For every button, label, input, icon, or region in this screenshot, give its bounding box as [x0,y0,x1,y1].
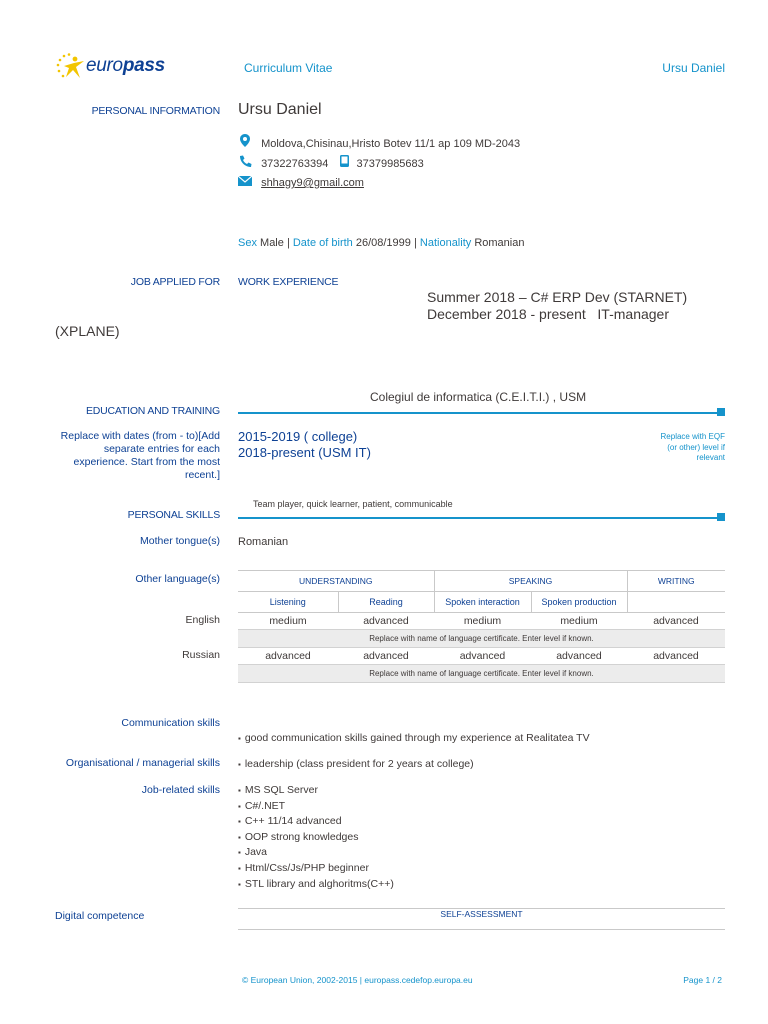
header-writing: WRITING [627,571,725,592]
work-entry-2-company: (XPLANE) [55,323,120,339]
communication-skills-list [238,731,590,747]
work-entry-2: December 2018 - present IT-manager [427,306,670,322]
list-item: ▪ Java [238,845,394,861]
digital-competence-label: Digital competence [55,910,145,922]
other-languages-label: Other language(s) [135,573,220,585]
email-row [238,176,364,189]
education-entry-1: 2015-2019 ( college) [238,429,358,444]
mobile-number[interactable]: 37379985683 [356,158,424,170]
list-item: ▪ STL library and alghoritms(C++) [238,877,394,893]
section-personal-information: PERSONAL INFORMATION [91,105,220,117]
section-education-training: EDUCATION AND TRAINING [85,405,220,417]
job-related-skills-label: Job-related skills [141,784,220,796]
education-dates-hint: Replace with dates (from - to)[Add separate entries for each experience. Start from the most recent.] [60,430,220,481]
education-entry-2: 2018-present (USM IT) [238,445,371,460]
organisational-skills-list [238,757,474,773]
phone-icon [238,155,252,170]
nationality-label: Nationality [419,237,472,249]
level-cell: advanced [653,615,699,627]
phone-row [238,155,424,170]
work-entry-1: Summer 2018 – C# ERP Dev (STARNET) [427,289,688,305]
document-title: Curriculum Vitae [244,61,333,75]
level-cell: advanced [265,650,311,662]
list-item: ▪ leadership (class president for 2 years at college) [238,757,474,773]
address-row [238,134,520,150]
table-row-english [238,613,725,630]
eqf-level-hint: Replace with EQF (or other) level if relevant [660,432,725,462]
map-pin-icon [238,134,252,150]
separator: | [413,237,417,249]
list-item: ▪ good communication skills gained through my experience at Realitatea TV [238,731,590,747]
email-link[interactable]: shhagy9@gmail.com [261,177,364,189]
certificate-hint: Replace with name of language certificate. Enter level if known. [238,665,725,683]
full-name: Ursu Daniel [238,101,322,118]
list-item: ▪ C++ 11/14 advanced [238,814,394,830]
europass-logo [54,52,164,82]
language-skills-table [238,570,725,683]
level-cell: advanced [363,650,409,662]
mother-tongue-label: Mother tongue(s) [140,535,220,547]
mother-tongue-value: Romanian [238,536,289,548]
section-personal-skills: PERSONAL SKILLS [127,509,220,521]
footer-copyright: © European Union, 2002-2015 | europass.cedefop.europa.eu [242,975,473,985]
section-job-applied-for: JOB APPLIED FOR [130,276,220,288]
level-cell: medium [463,615,502,627]
list-item: ▪ C#/.NET [238,799,394,815]
language-name-russian: Russian [182,649,220,661]
page-number: Page 1 / 2 [683,975,722,985]
europass-star-figure-icon [54,52,88,82]
phone-number[interactable]: 37322763394 [261,158,329,170]
dob-value: 26/08/1999 [355,237,411,249]
separator: | [286,237,290,249]
level-cell: medium [269,615,307,627]
job-related-skills-list [238,783,394,892]
level-cell: advanced [653,650,699,662]
nationality-value: Romanian [474,237,525,249]
self-assessment-heading: SELF-ASSESSMENT [440,909,523,919]
list-item: ▪ Html/Css/Js/PHP beginner [238,861,394,877]
communication-skills-label: Communication skills [121,717,220,729]
level-cell: advanced [363,615,409,627]
sex-label: Sex [238,237,257,249]
address-text: Moldova,Chisinau,Hristo Botev 11/1 ap 109 MD-2043 [261,138,521,150]
subheader-writing-empty [627,592,725,613]
list-item: ▪ MS SQL Server [238,783,394,799]
level-cell: advanced [459,650,506,662]
education-institution: Colegiul de informatica (C.E.I.T.I.) , USM [370,390,587,404]
header-understanding: UNDERSTANDING [238,571,434,592]
education-divider [238,412,725,414]
sex-value: Male [260,237,284,249]
header-person-name: Ursu Daniel [662,61,725,75]
certificate-hint: Replace with name of language certificate. Enter level if known. [238,630,725,648]
subheader-spoken-interaction: Spoken interaction [434,592,531,613]
mobile-phone-icon [337,155,351,170]
personal-details-line [238,237,524,249]
list-item: ▪ OOP strong knowledges [238,830,394,846]
subheader-reading: Reading [338,592,434,613]
subheader-listening: Listening [238,592,338,613]
self-assessment-bottom-line [238,929,725,930]
table-row-russian [238,648,725,665]
subheader-spoken-production: Spoken production [531,592,627,613]
language-name-english: English [185,614,220,626]
organisational-skills-label: Organisational / managerial skills [65,757,220,769]
dob-label: Date of birth [292,237,353,249]
logo-wordmark: europass [86,55,165,76]
work-experience-heading: WORK EXPERIENCE [238,276,339,288]
skills-summary: Team player, quick learner, patient, communicable [253,499,453,509]
header-speaking: SPEAKING [434,571,627,592]
envelope-icon [238,176,252,189]
level-cell: medium [560,615,598,627]
skills-divider [238,517,725,519]
level-cell: advanced [556,650,602,662]
